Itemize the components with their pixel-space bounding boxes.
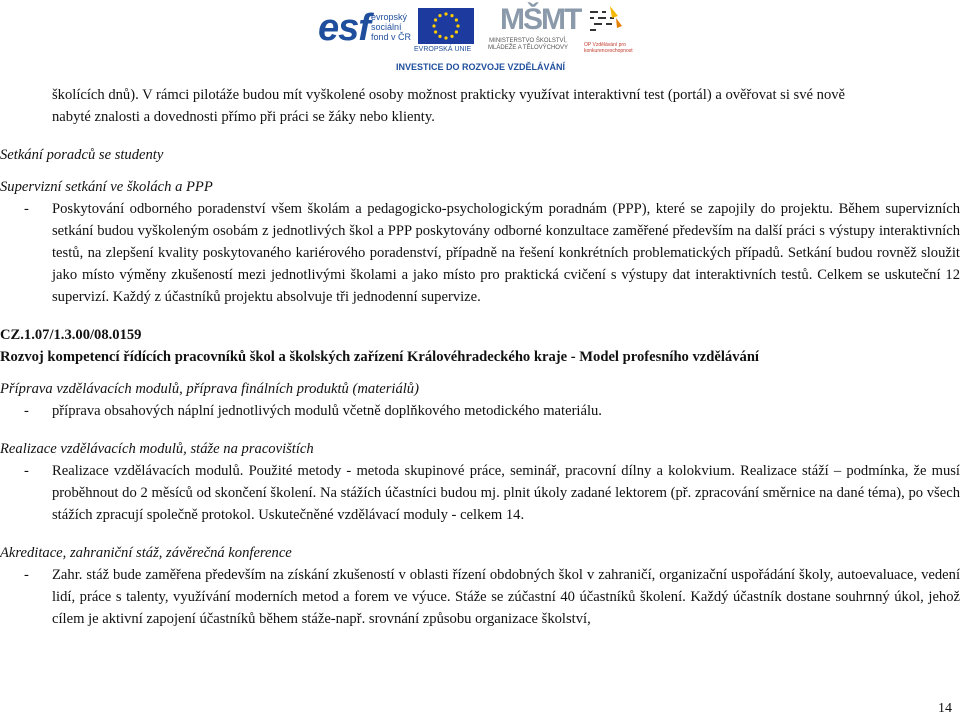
bullet-dash: - bbox=[24, 201, 29, 217]
eu-flag-icon bbox=[418, 8, 474, 44]
heading-supervizni: Supervizní setkání ve školách a PPP bbox=[0, 179, 213, 195]
page-number: 14 bbox=[938, 701, 952, 716]
bullet-dash: - bbox=[24, 567, 29, 583]
funding-logos bbox=[318, 0, 633, 78]
project-code: CZ.1.07/1.3.00/08.0159 bbox=[0, 327, 142, 343]
msmt-logo-mark: MŠMT bbox=[500, 3, 581, 36]
esf-logo-mark: esf bbox=[318, 7, 370, 49]
msmt-logo-caption: MINISTERSTVO ŠKOLSTVÍ, MLÁDEŽE A TĚLOVÝCHOVY bbox=[488, 38, 568, 51]
bullet-ppp-text: Poskytování odborného poradenství všem školám a pedagogicko-psychologickým poradnám (PPP), které se zapojily do projektu. Během supervizních setkání budou vyškoleným osobám z jednotlivých škol a PPP poskytovány odborné konzultace zaměřené především na další práci s výstupy interaktivních testů, na zlepšení kvality poskytovaného kariérového poradenství, případně na řešení konkrétních problematických případů. Setkání budou rovněž sloužit jako místo výměny zkušeností mezi jednotlivými školami a jako místo pro praktická cvičení s výstupy dat interaktivních testů. Celkem se uskuteční 12 supervizí. Každý z účastníků projektu absolvuje tři jednodenní supervize. bbox=[52, 201, 960, 305]
heading-realizace: Realizace vzdělávacích modulů, stáže na pracovištích bbox=[0, 441, 314, 457]
bullet-realizace-text: Realizace vzdělávacích modulů. Použité metody - metoda skupinové práce, seminář, pracovní dílny a kolokvium. Realizace stáží – podmínka, že musí proběhnout do 2 měsíců od skončení školení. Na stážích účastníci budou mj. plnit úkoly zadané lektorem (př. zpracování směrnice na dané téma), po všech stážích zpracují společně protokol. Uskutečněné vzdělávací moduly - celkem 14. bbox=[52, 463, 960, 523]
eu-logo-caption: EVROPSKÁ UNIE bbox=[414, 46, 472, 53]
intro-line-2: nabyté znalosti a dovednosti přímo při práci se žáky nebo klienty. bbox=[52, 109, 435, 125]
project-title: Rozvoj kompetencí řídících pracovníků škol a školských zařízení Královéhradeckého kraje - Model profesního vzdělávání bbox=[0, 349, 759, 365]
opvk-logo bbox=[584, 4, 633, 64]
heading-akreditace: Akreditace, zahraniční stáž, závěrečná konference bbox=[0, 545, 292, 561]
heading-setkani: Setkání poradců se studenty bbox=[0, 147, 164, 163]
bullet-ppp bbox=[0, 198, 960, 308]
document-body bbox=[0, 84, 960, 630]
esf-logo-caption: evropský sociální fond v ČR bbox=[371, 12, 412, 42]
opvk-logo-caption: OP Vzdělávání pro konkurenceschopnost bbox=[584, 42, 633, 54]
intro-line-1: školících dnů). V rámci pilotáže budou mít vyškolené osoby možnost prakticky využívat interaktivní test (portál) a ověřovat si své nově bbox=[52, 87, 846, 103]
bullet-priprava-text: příprava obsahových náplní jednotlivých modulů včetně doplňkového metodického materiálu. bbox=[52, 403, 602, 419]
bullet-akreditace-text: Zahr. stáž bude zaměřena především na získání zkušeností v oblasti řízení obdobných škol v zahraničí, organizační uspořádání školy, autoevaluace, vedení lidí, práce s talenty, využívání moderních metod a forem ve výuce. Stáže se zúčastní 40 účastníků školení. Každý účastník dostane souhrnný úkol, jehož cílem je aktivní zapojení účastníků během stáže-např. srovnání způsobu organizace školství, bbox=[52, 567, 960, 627]
opvk-symbol-icon bbox=[584, 4, 628, 40]
bullet-dash: - bbox=[24, 403, 29, 419]
bullet-priprava bbox=[0, 400, 960, 422]
bullet-realizace bbox=[0, 460, 960, 526]
heading-priprava: Příprava vzdělávacích modulů, příprava finálních produktů (materiálů) bbox=[0, 381, 419, 397]
investice-caption: INVESTICE DO ROZVOJE VZDĚLÁVÁNÍ bbox=[396, 62, 566, 72]
bullet-akreditace bbox=[0, 564, 960, 630]
bullet-dash: - bbox=[24, 463, 29, 479]
